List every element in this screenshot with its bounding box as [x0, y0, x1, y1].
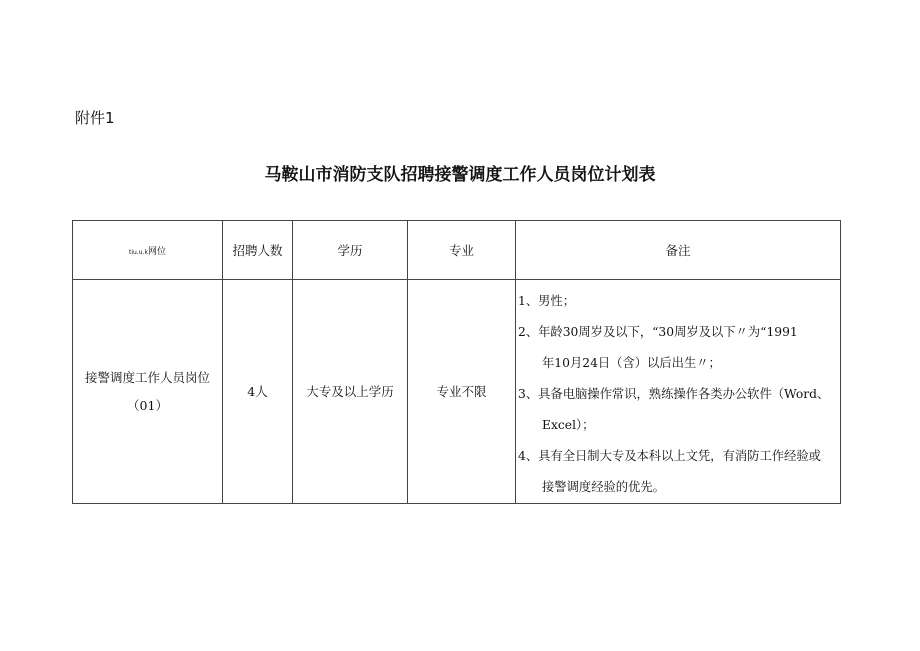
- header-notes: 备注: [516, 221, 841, 280]
- header-post: [73, 221, 223, 280]
- header-post-prefix: tiu.u.k: [129, 248, 148, 256]
- cell-education: 大专及以上学历: [293, 280, 408, 504]
- header-major: 专业: [408, 221, 516, 280]
- cell-notes: [516, 280, 841, 504]
- table-header-row: [73, 221, 841, 280]
- cell-major: 专业不限: [408, 280, 516, 504]
- document-title: 马鞍山市消防支队招聘接警调度工作人员岗位计划表: [264, 165, 656, 185]
- note-line: 1、男性；: [518, 294, 576, 308]
- note-line: 2、年龄30周岁及以下，“30周岁及以下〃为“1991: [518, 325, 798, 339]
- cell-post: [73, 280, 223, 504]
- note-line: Excel）；: [542, 418, 595, 432]
- post-name: 接警调度工作人员岗位: [84, 369, 210, 385]
- position-plan-table: [72, 220, 841, 504]
- header-education: 学历: [293, 221, 408, 280]
- header-count: 招聘人数: [223, 221, 293, 280]
- note-line: 3、具备电脑操作常识，熟练操作各类办公软件（Word、: [518, 387, 830, 401]
- table-row: [73, 280, 841, 504]
- note-line: 年10月24日（含）以后出生〃；: [542, 356, 721, 370]
- note-line: 4、具有全日制大专及本科以上文凭，有消防工作经验或: [518, 449, 821, 463]
- cell-count: 4人: [223, 280, 293, 504]
- attachment-label: 附件1: [75, 109, 115, 127]
- header-post-label: 网位: [147, 246, 166, 257]
- post-code: （01）: [127, 397, 168, 413]
- note-line: 接警调度经验的优先。: [542, 480, 665, 494]
